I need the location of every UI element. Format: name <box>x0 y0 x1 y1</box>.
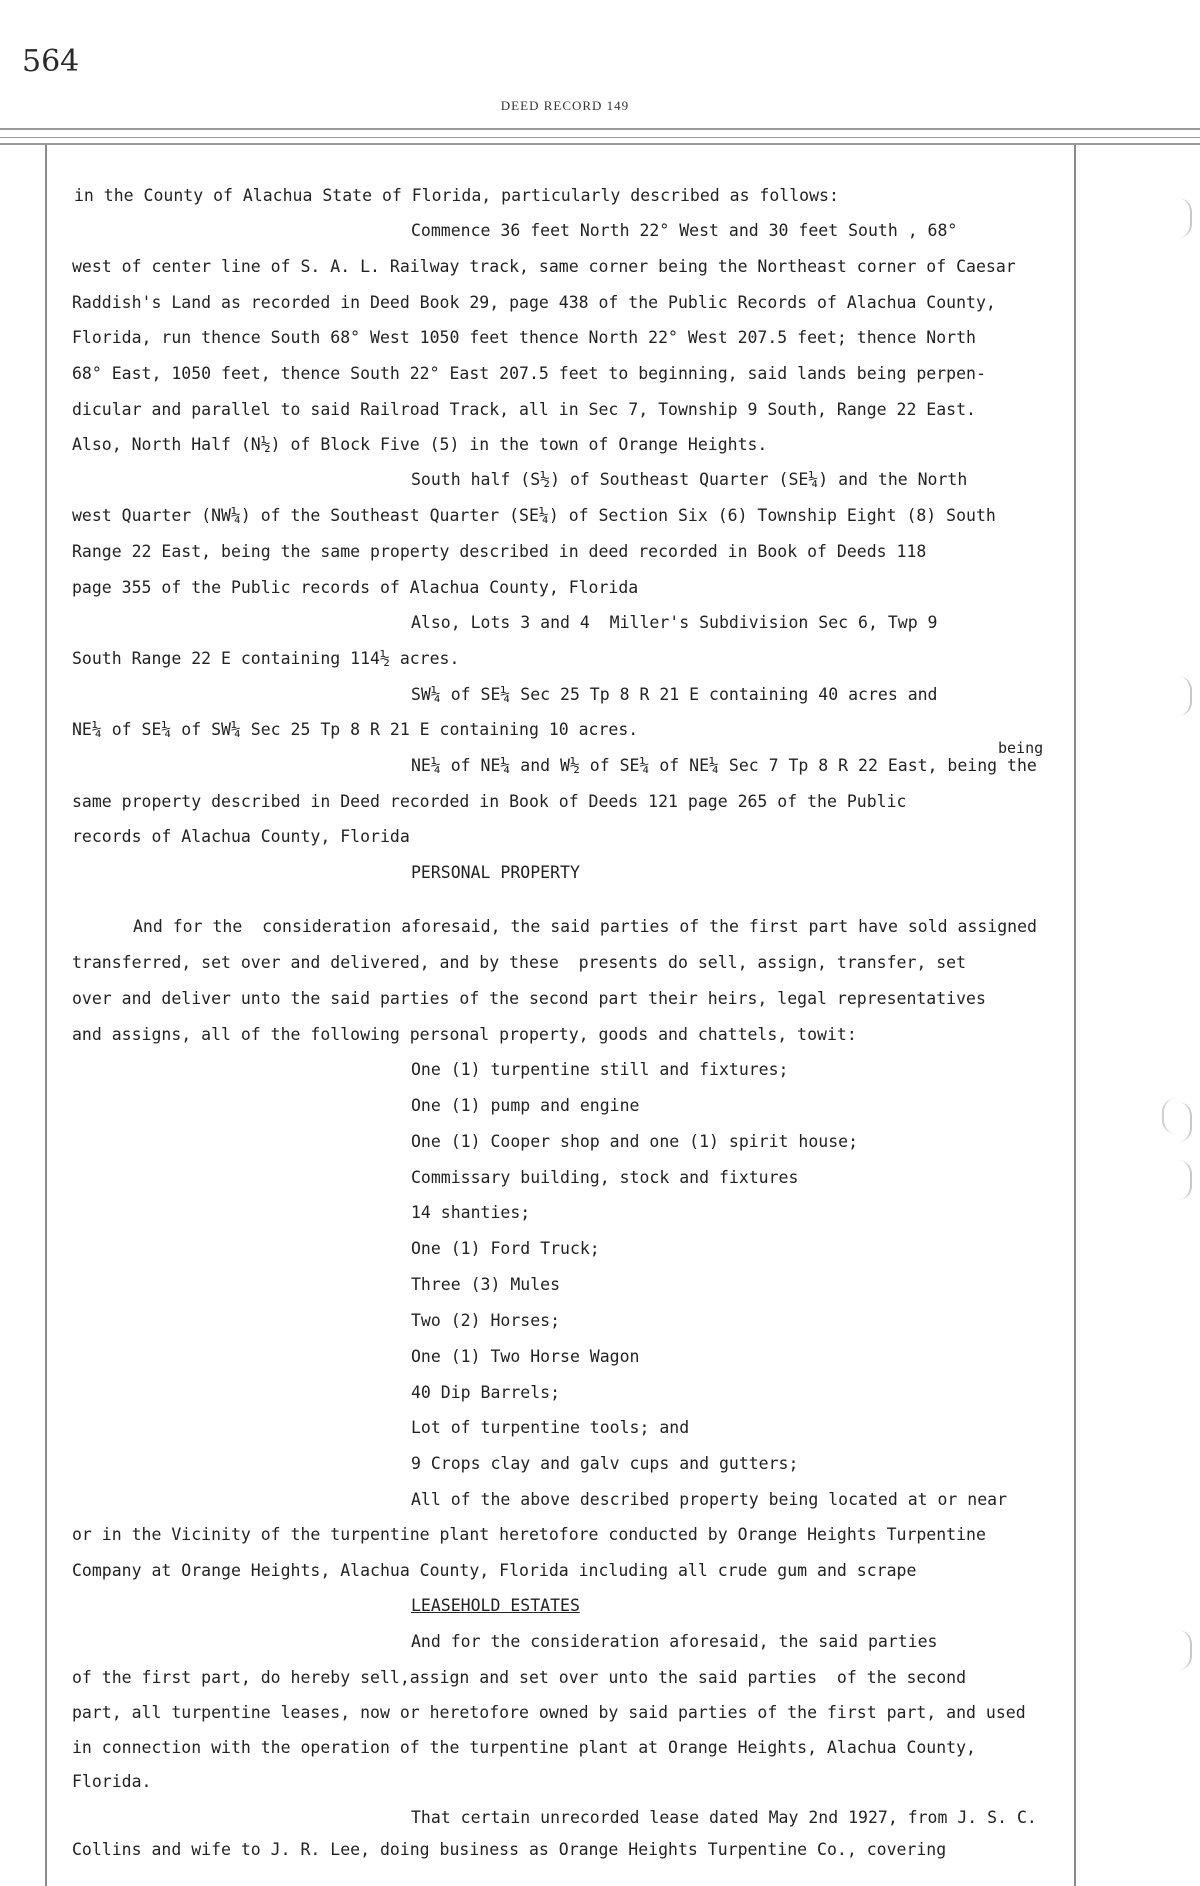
text-line: in connection with the operation of the turpentine plant at Orange Heights, Alachua County, <box>72 1738 976 1757</box>
property-item: One (1) Ford Truck; <box>411 1239 600 1258</box>
page-number: 564 <box>22 44 80 79</box>
text-line: That certain unrecorded lease dated May 2nd 1927, from J. S. C. <box>411 1808 1037 1827</box>
text-line: of the first part, do hereby sell,assign and set over unto the said parties of the second <box>72 1668 967 1687</box>
text-line: All of the above described property being located at or near <box>411 1490 1008 1509</box>
text-line: 68° East, 1050 feet, thence South 22° East 207.5 feet to beginning, said lands being perpen- <box>72 364 986 383</box>
text-line: same property described in Deed recorded in Book of Deeds 121 page 265 of the Public <box>72 792 907 811</box>
text-line: or in the Vicinity of the turpentine plant heretofore conducted by Orange Heights Turpentine <box>72 1525 986 1544</box>
text-line: NE¼ of NE¼ and W½ of SE¼ of NE¼ Sec 7 Tp 8 R 22 East, being the <box>411 756 1037 775</box>
text-line: west of center line of S. A. L. Railway track, same corner being the Northeast corner of Caesar <box>72 257 1016 276</box>
text-line: Florida. <box>72 1772 152 1791</box>
text-line: page 355 of the Public records of Alachua County, Florida <box>72 578 639 597</box>
text-line: Florida, run thence South 68° West 1050 feet thence North 22° West 207.5 feet; thence North <box>72 328 976 347</box>
text-line: and assigns, all of the following personal property, goods and chattels, towit: <box>72 1025 857 1044</box>
book-title: DEED RECORD 149 <box>500 98 630 113</box>
text-line: in the County of Alachua State of Florida, particularly described as follows: <box>74 186 839 205</box>
text-line: transferred, set over and delivered, and by these presents do sell, assign, transfer, set <box>72 953 967 972</box>
property-item: Commissary building, stock and fixtures <box>411 1168 799 1187</box>
text-line: Collins and wife to J. R. Lee, doing business as Orange Heights Turpentine Co., covering <box>72 1840 947 1859</box>
property-item: Lot of turpentine tools; and <box>411 1418 690 1437</box>
section-heading: PERSONAL PROPERTY <box>411 863 580 882</box>
text-line: Also, North Half (N½) of Block Five (5) in the town of Orange Heights. <box>72 435 768 454</box>
text-line: Also, Lots 3 and 4 Miller's Subdivision Sec 6, Twp 9 <box>411 613 938 632</box>
text-line: SW¼ of SE¼ Sec 25 Tp 8 R 21 E containing 40 acres and <box>411 685 938 704</box>
text-line: Company at Orange Heights, Alachua County, Florida including all crude gum and scrape <box>72 1561 917 1580</box>
text-line: NE¼ of SE¼ of SW¼ Sec 25 Tp 8 R 21 E containing 10 acres. <box>72 720 639 739</box>
text-line: part, all turpentine leases, now or heretofore owned by said parties of the first part, and used <box>72 1703 1026 1722</box>
text-line: Raddish's Land as recorded in Deed Book 29, page 438 of the Public Records of Alachua County, <box>72 293 996 312</box>
text-line: over and deliver unto the said parties of the second part their heirs, legal representatives <box>72 989 986 1008</box>
property-item: 9 Crops clay and galv cups and gutters; <box>411 1454 799 1473</box>
text-line: Commence 36 feet North 22° West and 30 feet South , 68° <box>411 221 958 240</box>
property-item: One (1) pump and engine <box>411 1096 640 1115</box>
property-item: 14 shanties; <box>411 1203 531 1222</box>
text-line: being <box>998 739 1044 757</box>
property-item: One (1) Cooper shop and one (1) spirit house; <box>411 1132 859 1151</box>
property-item: One (1) turpentine still and fixtures; <box>411 1060 789 1079</box>
section-heading: LEASEHOLD ESTATES <box>411 1596 580 1615</box>
text-line: South Range 22 E containing 114½ acres. <box>72 649 460 668</box>
property-item: Two (2) Horses; <box>411 1311 561 1330</box>
text-line: And for the consideration aforesaid, the said parties of the first part have sold assigned <box>133 917 1037 936</box>
property-item: Three (3) Mules <box>411 1275 561 1294</box>
text-line: South half (S½) of Southeast Quarter (SE¼) and the North <box>411 470 968 489</box>
text-line: Range 22 East, being the same property described in deed recorded in Book of Deeds 118 <box>72 542 927 561</box>
text-line: dicular and parallel to said Railroad Track, all in Sec 7, Township 9 South, Range 22 East. <box>72 400 976 419</box>
text-line: And for the consideration aforesaid, the said parties <box>411 1632 938 1651</box>
property-item: One (1) Two Horse Wagon <box>411 1347 640 1366</box>
property-item: 40 Dip Barrels; <box>411 1383 561 1402</box>
text-line: records of Alachua County, Florida <box>72 827 410 846</box>
text-line: west Quarter (NW¼) of the Southeast Quarter (SE¼) of Section Six (6) Township Eight (8) South <box>72 506 996 525</box>
